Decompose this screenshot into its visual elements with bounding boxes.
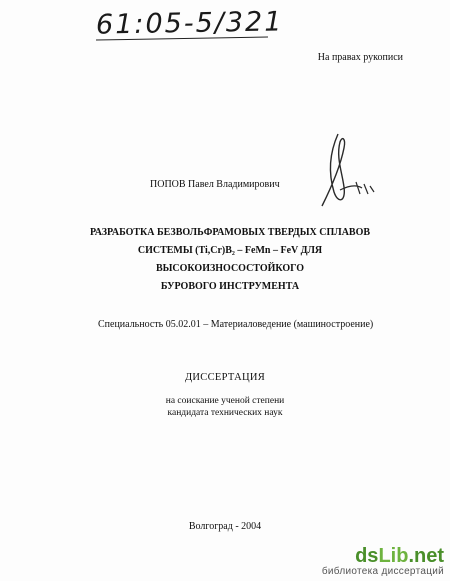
handwritten-signature	[300, 132, 380, 222]
title-line: ВЫСОКОИЗНОСОСТОЙКОГО	[155, 263, 305, 274]
degree-statement	[0, 395, 450, 419]
title-line: СИСТЕМЫ (Ti,Cr)B₂ – FeMn – FeV ДЛЯ	[137, 245, 323, 256]
watermark-brand: dsLib.net	[355, 545, 444, 567]
title-line: РАЗРАБОТКА БЕЗВОЛЬФРАМОВЫХ ТВЕРДЫХ СПЛАВОВ	[89, 227, 371, 238]
degree-line: на соискание ученой степени	[165, 396, 285, 406]
document-type: ДИССЕРТАЦИЯ	[184, 372, 266, 383]
author-name: ПОПОВ Павел Владимирович	[150, 179, 280, 190]
watermark-logo[interactable]	[322, 546, 444, 577]
rights-note: На правах рукописи	[317, 52, 403, 63]
title-line: БУРОВОГО ИНСТРУМЕНТА	[160, 281, 300, 292]
specialty-line: Специальность 05.02.01 – Материаловедение (машиностроение)	[98, 319, 374, 330]
dissertation-title	[60, 224, 400, 296]
watermark-tagline: библиотека диссертаций	[321, 566, 444, 577]
city-year: Волгоград - 2004	[188, 521, 262, 532]
archive-number: 61:05-5/321	[95, 6, 284, 41]
degree-line: кандидата технических наук	[167, 408, 283, 418]
